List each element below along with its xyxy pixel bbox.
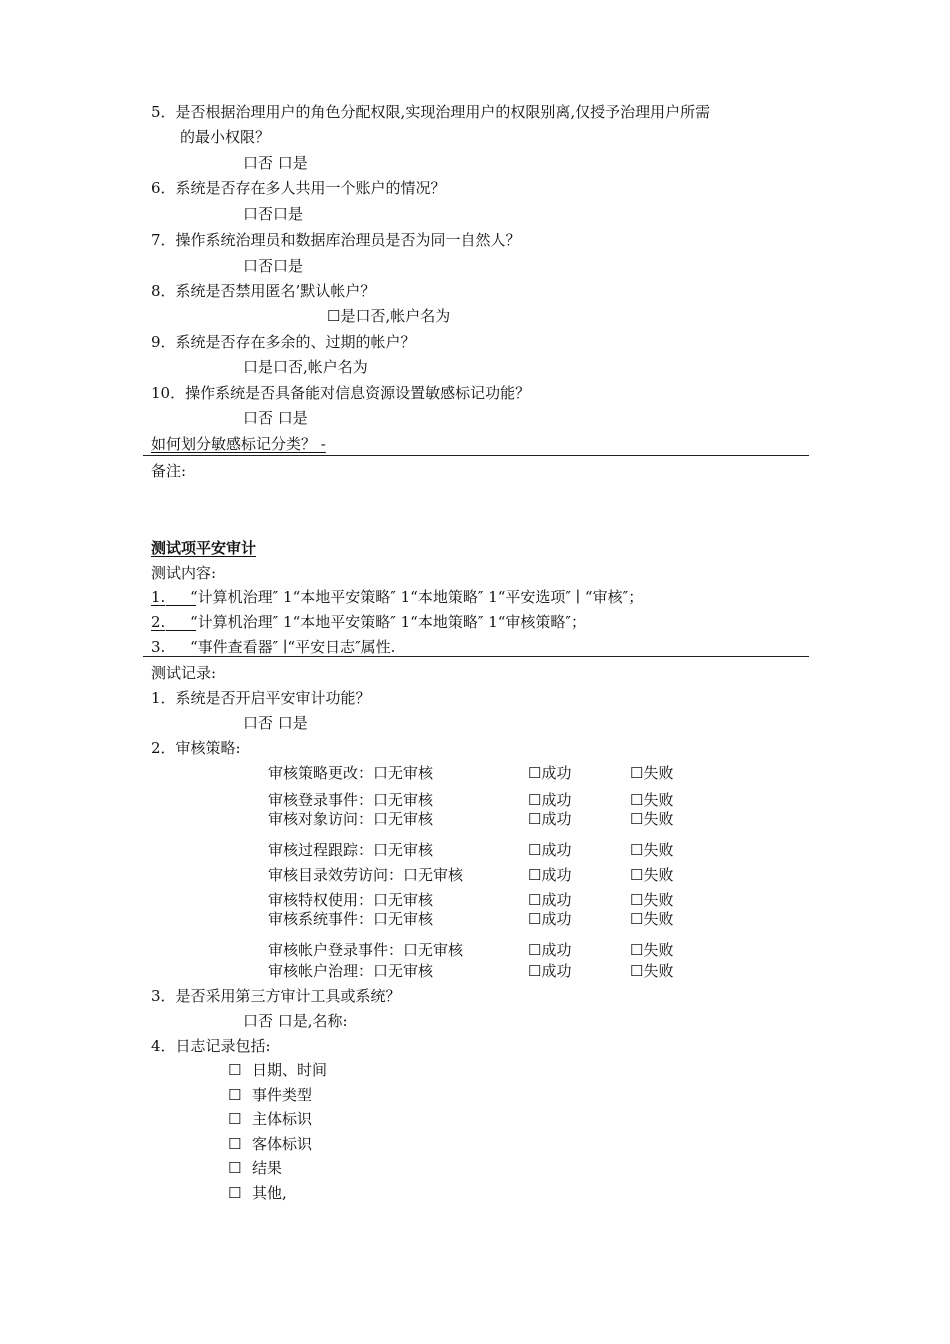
log-item: 客体标识 <box>252 1135 313 1153</box>
step-3-number: 3. <box>151 638 166 656</box>
audit-row-label[interactable]: 审核帐户治理：口无审核 <box>268 962 434 980</box>
audit-row-success[interactable]: ☐成功 <box>528 866 572 884</box>
audit-row-success[interactable]: ☐成功 <box>528 841 572 859</box>
audit-row-label[interactable]: 审核系统事件：口无审核 <box>268 910 434 928</box>
audit-row-success[interactable]: ☐成功 <box>528 791 572 809</box>
step-2-number: 2. <box>151 613 166 631</box>
question-7-options[interactable]: 口否口是 <box>243 257 304 275</box>
audit-question-1-options[interactable]: 口否 口是 <box>243 714 308 732</box>
checkbox[interactable]: ☐ <box>228 1086 242 1104</box>
step-2-blank <box>166 612 188 632</box>
step-2-text: “计算机治理″ 1“本地平安策略″ 1“本地策略″ 1“审核策略″； <box>190 613 587 631</box>
audit-row-label[interactable]: 审核目录效劳访问：口无审核 <box>268 866 464 884</box>
audit-row-label[interactable]: 审核帐户登录事件：口无审核 <box>268 941 464 959</box>
checkbox[interactable]: ☐ <box>228 1135 242 1153</box>
checkbox[interactable]: ☐ <box>228 1061 242 1079</box>
divider-1 <box>143 455 809 456</box>
checkbox[interactable]: ☐ <box>228 1159 242 1177</box>
audit-row-fail[interactable]: ☐失败 <box>630 810 674 828</box>
checkbox[interactable]: ☐ <box>228 1184 242 1202</box>
log-item: 事件类型 <box>252 1086 313 1104</box>
audit-row-label[interactable]: 审核过程跟踪：口无审核 <box>268 841 434 859</box>
audit-question-2: 2．审核策略: <box>151 739 241 757</box>
audit-row-success[interactable]: ☐成功 <box>528 891 572 909</box>
log-item: 结果 <box>252 1159 283 1177</box>
question-7: 7．操作系统治理员和数据库治理员是否为同一自然人？ <box>151 231 521 249</box>
audit-row-label[interactable]: 审核登录事件：口无审核 <box>268 791 434 809</box>
audit-question-1: 1．系统是否开启平安审计功能？ <box>151 689 371 707</box>
question-6: 6．系统是否存在多人共用一个账户的情况？ <box>151 179 446 197</box>
audit-row-fail[interactable]: ☐失败 <box>630 910 674 928</box>
question-9: 9．系统是否存在多余的、过期的帐户？ <box>151 333 416 351</box>
audit-row-label[interactable]: 审核策略更改：口无审核 <box>268 764 434 782</box>
question-10-options[interactable]: 口否 口是 <box>243 409 308 427</box>
audit-question-3: 3．是否采用第三方审计工具或系统？ <box>151 987 401 1005</box>
audit-row-fail[interactable]: ☐失败 <box>630 941 674 959</box>
audit-row-fail[interactable]: ☐失败 <box>630 791 674 809</box>
log-item: 其他, <box>252 1184 287 1202</box>
question-10-sub: 如何划分敏感标记分类？ - <box>151 435 326 453</box>
audit-row-fail[interactable]: ☐失败 <box>630 866 674 884</box>
question-9-options[interactable]: 口是口否,帐户名为 <box>243 358 368 376</box>
audit-row-success[interactable]: ☐成功 <box>528 962 572 980</box>
audit-row-label[interactable]: 审核特权使用：口无审核 <box>268 891 434 909</box>
question-5-line2: 的最小权限？ <box>180 128 271 146</box>
question-10: 10．操作系统是否具备能对信息资源设置敏感标记功能？ <box>151 384 531 402</box>
question-8: 8．系统是否禁用匿名’默认帐户？ <box>151 282 376 300</box>
step-1-text: “计算机治理″ 1“本地平安策略″ 1“本地策略″ 1“平安选项″ ∣ “审核″； <box>190 588 644 606</box>
audit-row-fail[interactable]: ☐失败 <box>630 962 674 980</box>
divider-2 <box>143 656 809 657</box>
step-1-number: 1. <box>151 588 166 606</box>
question-6-options[interactable]: 口否口是 <box>243 205 304 223</box>
audit-row-success[interactable]: ☐成功 <box>528 810 572 828</box>
audit-row-fail[interactable]: ☐失败 <box>630 764 674 782</box>
checkbox[interactable]: ☐ <box>228 1110 242 1128</box>
audit-row-fail[interactable]: ☐失败 <box>630 891 674 909</box>
question-5-line1: 5．是否根据治理用户的角色分配权限,实现治理用户的权限别离,仅授予治理用户所需 <box>151 103 711 121</box>
section-title: 测试项平安审计 <box>151 539 257 557</box>
audit-row-fail[interactable]: ☐失败 <box>630 841 674 859</box>
audit-question-4: 4．日志记录包括: <box>151 1037 271 1055</box>
question-8-options[interactable]: ☐是口否,帐户名为 <box>327 307 451 325</box>
audit-row-success[interactable]: ☐成功 <box>528 910 572 928</box>
remark-label: 备注: <box>151 462 187 480</box>
audit-row-success[interactable]: ☐成功 <box>528 941 572 959</box>
log-item: 主体标识 <box>252 1110 313 1128</box>
record-label: 测试记录: <box>151 664 217 682</box>
content-label: 测试内容: <box>151 564 217 582</box>
question-5-options[interactable]: 口否 口是 <box>243 154 308 172</box>
step-1-blank <box>166 587 188 607</box>
log-item: 日期、时间 <box>252 1061 328 1079</box>
audit-question-3-options[interactable]: 口否 口是,名称: <box>243 1012 348 1030</box>
audit-row-label[interactable]: 审核对象访问：口无审核 <box>268 810 434 828</box>
audit-row-success[interactable]: ☐成功 <box>528 764 572 782</box>
step-3-text: “事件查看器″ ∣“平安日志″属性. <box>190 638 396 656</box>
